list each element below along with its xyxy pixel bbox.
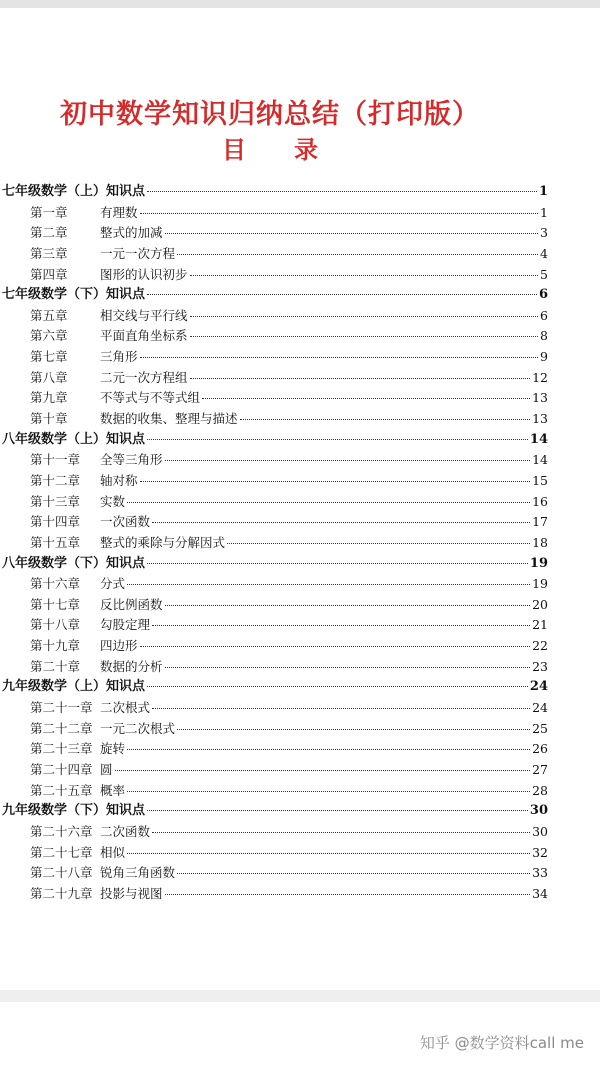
chapter-number: 第二十五章	[30, 782, 93, 798]
toc-chapter-row[interactable]	[0, 739, 548, 760]
leader-dots	[152, 624, 530, 626]
toc-chapter-row[interactable]	[0, 203, 548, 224]
leader-dots	[190, 274, 539, 276]
section-title: 九年级数学（下）知识点	[2, 803, 146, 819]
chapter-number: 第十八章	[30, 617, 81, 633]
chapter-number: 第二十一章	[30, 700, 93, 716]
chapter-title: 不等式与不等式组	[100, 390, 201, 406]
page-number: 6	[538, 287, 548, 303]
leader-dots	[147, 685, 528, 687]
page-number: 9	[540, 349, 548, 365]
page-number: 26	[532, 741, 548, 757]
toc-chapter-row[interactable]	[0, 368, 548, 389]
toc-chapter-row[interactable]	[0, 574, 548, 595]
page-number: 32	[532, 844, 548, 860]
chapter-title: 四边形	[100, 638, 138, 654]
chapter-number: 第二章	[30, 225, 68, 241]
toc-chapter-row[interactable]	[0, 306, 548, 327]
chapter-title: 圆	[100, 761, 113, 777]
section-title: 九年级数学（上）知识点	[2, 679, 146, 695]
chapter-number: 第十章	[30, 411, 68, 427]
toc-chapter-row[interactable]	[0, 347, 548, 368]
chapter-title: 实数	[100, 493, 126, 509]
chapter-number: 第八章	[30, 369, 68, 385]
watermark: 知乎 @数学资料call me	[419, 1034, 584, 1052]
page-number: 3	[540, 225, 548, 241]
toc-chapter-row[interactable]	[0, 244, 548, 265]
chapter-number: 第十七章	[30, 596, 81, 612]
toc-chapter-row[interactable]	[0, 822, 548, 843]
leader-dots	[140, 480, 531, 482]
chapter-number: 第一章	[30, 204, 68, 220]
chapter-number: 第十九章	[30, 638, 81, 654]
chapter-title: 整式的加减	[100, 225, 163, 241]
toc-chapter-row[interactable]	[0, 719, 548, 740]
chapter-title: 一次函数	[100, 514, 151, 530]
page-number: 20	[532, 596, 548, 612]
chapter-title: 全等三角形	[100, 452, 163, 468]
leader-dots	[190, 377, 531, 379]
toc-chapter-row[interactable]	[0, 492, 548, 513]
leader-dots	[177, 253, 538, 255]
chapter-title: 相交线与平行线	[100, 307, 188, 323]
toc-section-row[interactable]	[0, 554, 548, 575]
page-number: 12	[532, 369, 548, 385]
toc-section-row[interactable]	[0, 677, 548, 698]
leader-dots	[190, 335, 539, 337]
chapter-number: 第二十三章	[30, 741, 93, 757]
leader-dots	[127, 583, 530, 585]
leader-dots	[202, 397, 530, 399]
chapter-title: 一元二次根式	[100, 720, 176, 736]
page-number: 22	[532, 638, 548, 654]
chapter-title: 分式	[100, 576, 126, 592]
leader-dots	[177, 872, 530, 874]
chapter-title: 反比例函数	[100, 596, 163, 612]
chapter-title: 相似	[100, 844, 126, 860]
page-number: 15	[532, 472, 548, 488]
page-number: 4	[540, 245, 548, 261]
toc-chapter-row[interactable]	[0, 781, 548, 802]
toc-chapter-row[interactable]	[0, 533, 548, 554]
chapter-number: 第二十七章	[30, 844, 93, 860]
chapter-title: 勾股定理	[100, 617, 151, 633]
page-number: 5	[540, 266, 548, 282]
page-number: 33	[532, 865, 548, 881]
leader-dots	[127, 501, 530, 503]
toc-chapter-row[interactable]	[0, 698, 548, 719]
toc-chapter-row[interactable]	[0, 843, 548, 864]
chapter-title: 数据的分析	[100, 658, 163, 674]
leader-dots	[165, 666, 531, 668]
section-title: 七年级数学（上）知识点	[2, 184, 146, 199]
document-page	[0, 8, 600, 990]
toc-chapter-row[interactable]	[0, 884, 548, 905]
page-number: 34	[532, 885, 548, 901]
toc-chapter-row[interactable]	[0, 595, 548, 616]
section-title: 八年级数学（上）知识点	[2, 431, 146, 447]
leader-dots	[140, 212, 539, 214]
leader-dots	[127, 748, 530, 750]
page-number: 24	[529, 679, 548, 695]
top-bar	[0, 0, 600, 8]
section-title: 八年级数学（下）知识点	[2, 555, 146, 571]
chapter-number: 第三章	[30, 245, 68, 261]
toc-chapter-row[interactable]	[0, 265, 548, 286]
leader-dots	[147, 809, 528, 811]
chapter-title: 投影与视图	[100, 885, 163, 901]
leader-dots	[147, 190, 537, 192]
toc-chapter-row[interactable]	[0, 615, 548, 636]
page-number: 19	[529, 555, 548, 571]
page-number: 14	[529, 431, 548, 447]
chapter-title: 三角形	[100, 349, 138, 365]
leader-dots	[240, 418, 531, 420]
toc-section-row[interactable]	[0, 285, 548, 306]
toc-heading-char-2: 录	[294, 135, 318, 164]
page-number: 27	[532, 761, 548, 777]
chapter-number: 第二十六章	[30, 823, 93, 839]
toc-section-row[interactable]	[0, 801, 548, 822]
toc-chapter-row[interactable]	[0, 863, 548, 884]
page-number: 30	[532, 823, 548, 839]
toc-chapter-row[interactable]	[0, 326, 548, 347]
page-number: 21	[532, 617, 548, 633]
toc-section-row[interactable]	[0, 182, 548, 203]
table-of-contents	[0, 182, 548, 904]
page-number: 24	[532, 700, 548, 716]
page-number: 13	[532, 411, 548, 427]
leader-dots	[165, 232, 539, 234]
chapter-number: 第十一章	[30, 452, 81, 468]
chapter-number: 第二十四章	[30, 761, 93, 777]
toc-heading	[0, 130, 540, 165]
chapter-title: 一元一次方程	[100, 245, 176, 261]
page-number: 30	[529, 803, 548, 819]
chapter-title: 二次函数	[100, 823, 151, 839]
page-number: 18	[532, 534, 548, 550]
toc-chapter-row[interactable]	[0, 388, 548, 409]
chapter-title: 图形的认识初步	[100, 266, 188, 282]
chapter-title: 有理数	[100, 204, 138, 220]
chapter-title: 数据的收集、整理与描述	[100, 411, 238, 427]
section-title: 七年级数学（下）知识点	[2, 287, 146, 303]
page-number: 6	[540, 307, 548, 323]
leader-dots	[165, 893, 531, 895]
leader-dots	[127, 852, 530, 854]
chapter-number: 第九章	[30, 390, 68, 406]
chapter-number: 第七章	[30, 349, 68, 365]
toc-chapter-row[interactable]	[0, 409, 548, 430]
page-number: 14	[532, 452, 548, 468]
toc-chapter-row[interactable]	[0, 223, 548, 244]
page-number: 16	[532, 493, 548, 509]
page-number: 28	[532, 782, 548, 798]
toc-chapter-row[interactable]	[0, 636, 548, 657]
chapter-number: 第十四章	[30, 514, 81, 530]
chapter-number: 第五章	[30, 307, 68, 323]
chapter-number: 第十五章	[30, 534, 81, 550]
leader-dots	[127, 790, 530, 792]
leader-dots	[147, 438, 528, 440]
chapter-number: 第十六章	[30, 576, 81, 592]
document-title: 初中数学知识归纳总结（打印版）	[60, 99, 480, 130]
chapter-number: 第二十九章	[30, 885, 93, 901]
page-number: 17	[532, 514, 548, 530]
leader-dots	[140, 356, 539, 358]
leader-dots	[152, 831, 530, 833]
page-number: 1	[540, 204, 548, 220]
chapter-number: 第十二章	[30, 472, 81, 488]
toc-section-row[interactable]	[0, 430, 548, 451]
chapter-title: 二元一次方程组	[100, 369, 188, 385]
toc-chapter-row[interactable]	[0, 760, 548, 781]
chapter-title: 旋转	[100, 741, 126, 757]
page-number: 8	[540, 328, 548, 344]
chapter-number: 第四章	[30, 266, 68, 282]
chapter-title: 平面直角坐标系	[100, 328, 188, 344]
leader-dots	[177, 728, 530, 730]
leader-dots	[152, 521, 530, 523]
toc-chapter-row[interactable]	[0, 450, 548, 471]
chapter-title: 轴对称	[100, 472, 138, 488]
leader-dots	[152, 707, 530, 709]
toc-chapter-row[interactable]	[0, 657, 548, 678]
page-number: 1	[538, 184, 548, 199]
leader-dots	[147, 562, 528, 564]
leader-dots	[140, 645, 531, 647]
toc-chapter-row[interactable]	[0, 512, 548, 533]
page-number: 23	[532, 658, 548, 674]
page-number: 19	[532, 576, 548, 592]
leader-dots	[190, 315, 539, 317]
leader-dots	[147, 293, 537, 295]
chapter-title: 整式的乘除与分解因式	[100, 534, 226, 550]
leader-dots	[165, 604, 531, 606]
chapter-title: 二次根式	[100, 700, 151, 716]
chapter-number: 第十三章	[30, 493, 81, 509]
page-number: 25	[532, 720, 548, 736]
chapter-number: 第二十八章	[30, 865, 93, 881]
chapter-title: 概率	[100, 782, 126, 798]
leader-dots	[227, 542, 530, 544]
chapter-title: 锐角三角函数	[100, 865, 176, 881]
toc-heading-char-1: 目	[222, 135, 246, 164]
chapter-number: 第二十二章	[30, 720, 93, 736]
toc-chapter-row[interactable]	[0, 471, 548, 492]
page-number: 13	[532, 390, 548, 406]
chapter-number: 第二十章	[30, 658, 81, 674]
chapter-number: 第六章	[30, 328, 68, 344]
leader-dots	[115, 769, 531, 771]
leader-dots	[165, 459, 531, 461]
